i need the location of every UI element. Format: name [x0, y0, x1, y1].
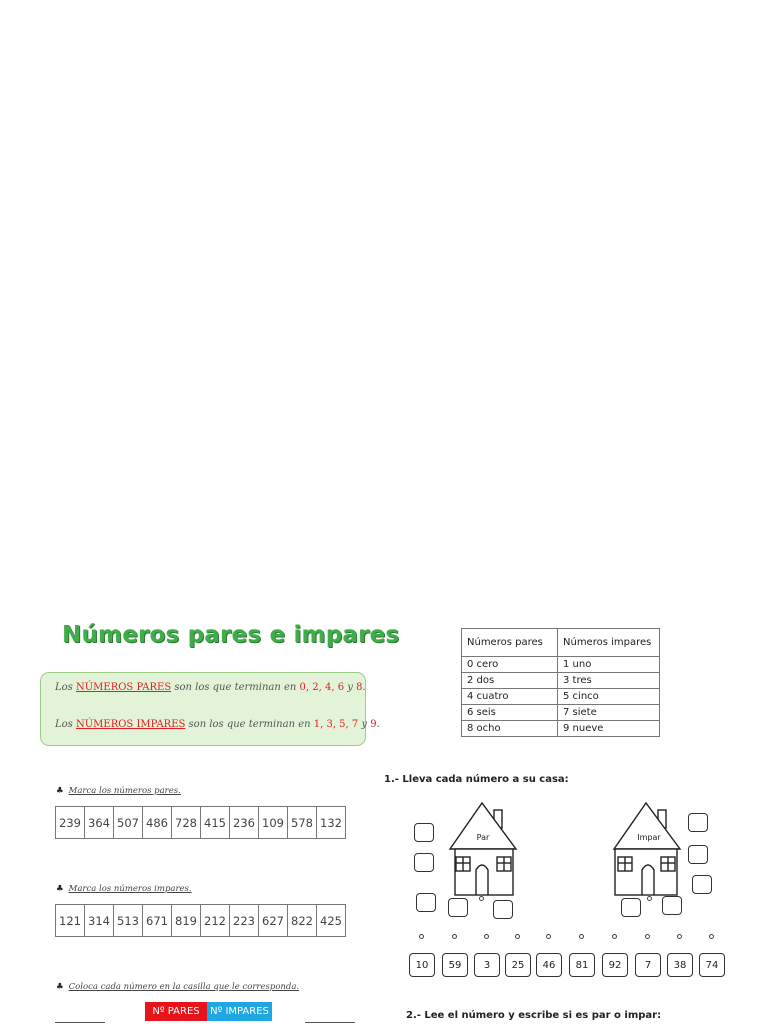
connector-dot — [484, 934, 489, 939]
ref-cell: 2 dos — [462, 673, 558, 689]
connector-dot — [647, 896, 652, 901]
even-exercise-cell[interactable]: 236 — [230, 807, 259, 839]
connector-dot — [677, 934, 682, 939]
even-exercise-cell[interactable]: 415 — [201, 807, 230, 839]
number-box[interactable]: 3 — [474, 953, 500, 977]
even-exercise-cell[interactable]: 578 — [288, 807, 317, 839]
definition-odd: Los NÚMEROS IMPARES son los que terminan en 1, 3, 5, 7 y 9. — [55, 719, 380, 730]
odd-exercise-cell[interactable]: 314 — [85, 905, 114, 937]
reference-table — [461, 628, 660, 737]
even-exercise-cell[interactable]: 486 — [143, 807, 172, 839]
even-exercise-cell[interactable]: 109 — [259, 807, 288, 839]
even-number-row — [55, 806, 346, 839]
ref-cell: 4 cuatro — [462, 689, 558, 705]
even-badge: Nº PARES — [145, 1002, 207, 1021]
even-house-icon — [448, 800, 520, 896]
connector-dot — [452, 934, 457, 939]
ref-cell: 0 cero — [462, 657, 558, 673]
definition-box — [40, 672, 380, 746]
even-exercise-cell[interactable]: 364 — [85, 807, 114, 839]
ref-cell: 9 nueve — [558, 721, 660, 737]
number-box[interactable]: 38 — [667, 953, 693, 977]
connector-dot — [546, 934, 551, 939]
answer-square[interactable] — [416, 893, 436, 912]
odd-exercise-cell[interactable]: 627 — [259, 905, 288, 937]
answer-square[interactable] — [493, 900, 513, 919]
answer-square[interactable] — [692, 875, 712, 894]
number-box[interactable]: 74 — [699, 953, 725, 977]
answer-square[interactable] — [414, 853, 434, 872]
answer-square[interactable] — [621, 898, 641, 917]
page-title: Números pares e impares — [62, 622, 400, 648]
ref-cell: 7 siete — [558, 705, 660, 721]
connector-dot — [709, 934, 714, 939]
number-box[interactable]: 92 — [602, 953, 628, 977]
instruction-mark-odd: ♣ Marca los números impares. — [56, 884, 192, 894]
odd-term: NÚMEROS IMPARES — [75, 719, 186, 730]
odd-exercise-cell[interactable]: 671 — [143, 905, 172, 937]
exercise-1-title: 1.- Lleva cada número a su casa: — [384, 774, 569, 785]
ref-header-even: Números pares — [462, 629, 558, 657]
definition-even: Los NÚMEROS PARES son los que terminan en 0, 2, 4, 6 y 8. — [55, 682, 366, 693]
odd-house-icon — [612, 800, 684, 896]
odd-number-row — [55, 904, 346, 937]
exercise-2-title: 2.- Lee el número y escribe si es par o impar: — [406, 1010, 662, 1021]
ref-cell: 8 ocho — [462, 721, 558, 737]
odd-exercise-cell[interactable]: 819 — [172, 905, 201, 937]
club-icon: ♣ — [56, 786, 64, 796]
even-exercise-cell[interactable]: 132 — [317, 807, 346, 839]
answer-line — [305, 1022, 355, 1023]
answer-square[interactable] — [662, 896, 682, 915]
odd-exercise-cell[interactable]: 212 — [201, 905, 230, 937]
connector-dot — [612, 934, 617, 939]
number-box[interactable]: 46 — [536, 953, 562, 977]
odd-exercise-cell[interactable]: 425 — [317, 905, 346, 937]
even-house-label: Par — [476, 833, 490, 842]
even-digits: 0, 2, 4, 6 — [299, 682, 345, 693]
even-exercise-cell[interactable]: 239 — [56, 807, 85, 839]
odd-exercise-cell[interactable]: 822 — [288, 905, 317, 937]
instruction-mark-even: ♣ Marca los números pares. — [56, 786, 181, 796]
number-box[interactable]: 81 — [569, 953, 595, 977]
number-box[interactable]: 59 — [442, 953, 468, 977]
answer-square[interactable] — [688, 813, 708, 832]
answer-square[interactable] — [448, 898, 468, 917]
ref-header-odd: Números impares — [558, 629, 660, 657]
answer-line — [55, 1022, 105, 1023]
club-icon: ♣ — [56, 884, 64, 894]
number-box[interactable]: 25 — [505, 953, 531, 977]
connector-dot — [645, 934, 650, 939]
answer-square[interactable] — [688, 845, 708, 864]
odd-digits: 1, 3, 5, 7 — [313, 719, 359, 730]
connector-dot — [419, 934, 424, 939]
ref-cell: 6 seis — [462, 705, 558, 721]
ref-cell: 1 uno — [558, 657, 660, 673]
even-exercise-cell[interactable]: 507 — [114, 807, 143, 839]
ref-cell: 5 cinco — [558, 689, 660, 705]
answer-square[interactable] — [414, 823, 434, 842]
connector-dot — [515, 934, 520, 939]
club-icon: ♣ — [56, 982, 64, 992]
connector-dot — [479, 896, 484, 901]
ref-cell: 3 tres — [558, 673, 660, 689]
instruction-place: ♣ Coloca cada número en la casilla que le corresponda. — [56, 982, 300, 992]
odd-exercise-cell[interactable]: 223 — [230, 905, 259, 937]
odd-exercise-cell[interactable]: 513 — [114, 905, 143, 937]
connector-dot — [579, 934, 584, 939]
odd-exercise-cell[interactable]: 121 — [56, 905, 85, 937]
even-term: NÚMEROS PARES — [75, 682, 172, 693]
number-box[interactable]: 7 — [635, 953, 661, 977]
odd-house-label: Impar — [637, 833, 661, 842]
odd-badge: Nº IMPARES — [207, 1002, 272, 1021]
number-box[interactable]: 10 — [409, 953, 435, 977]
even-exercise-cell[interactable]: 728 — [172, 807, 201, 839]
